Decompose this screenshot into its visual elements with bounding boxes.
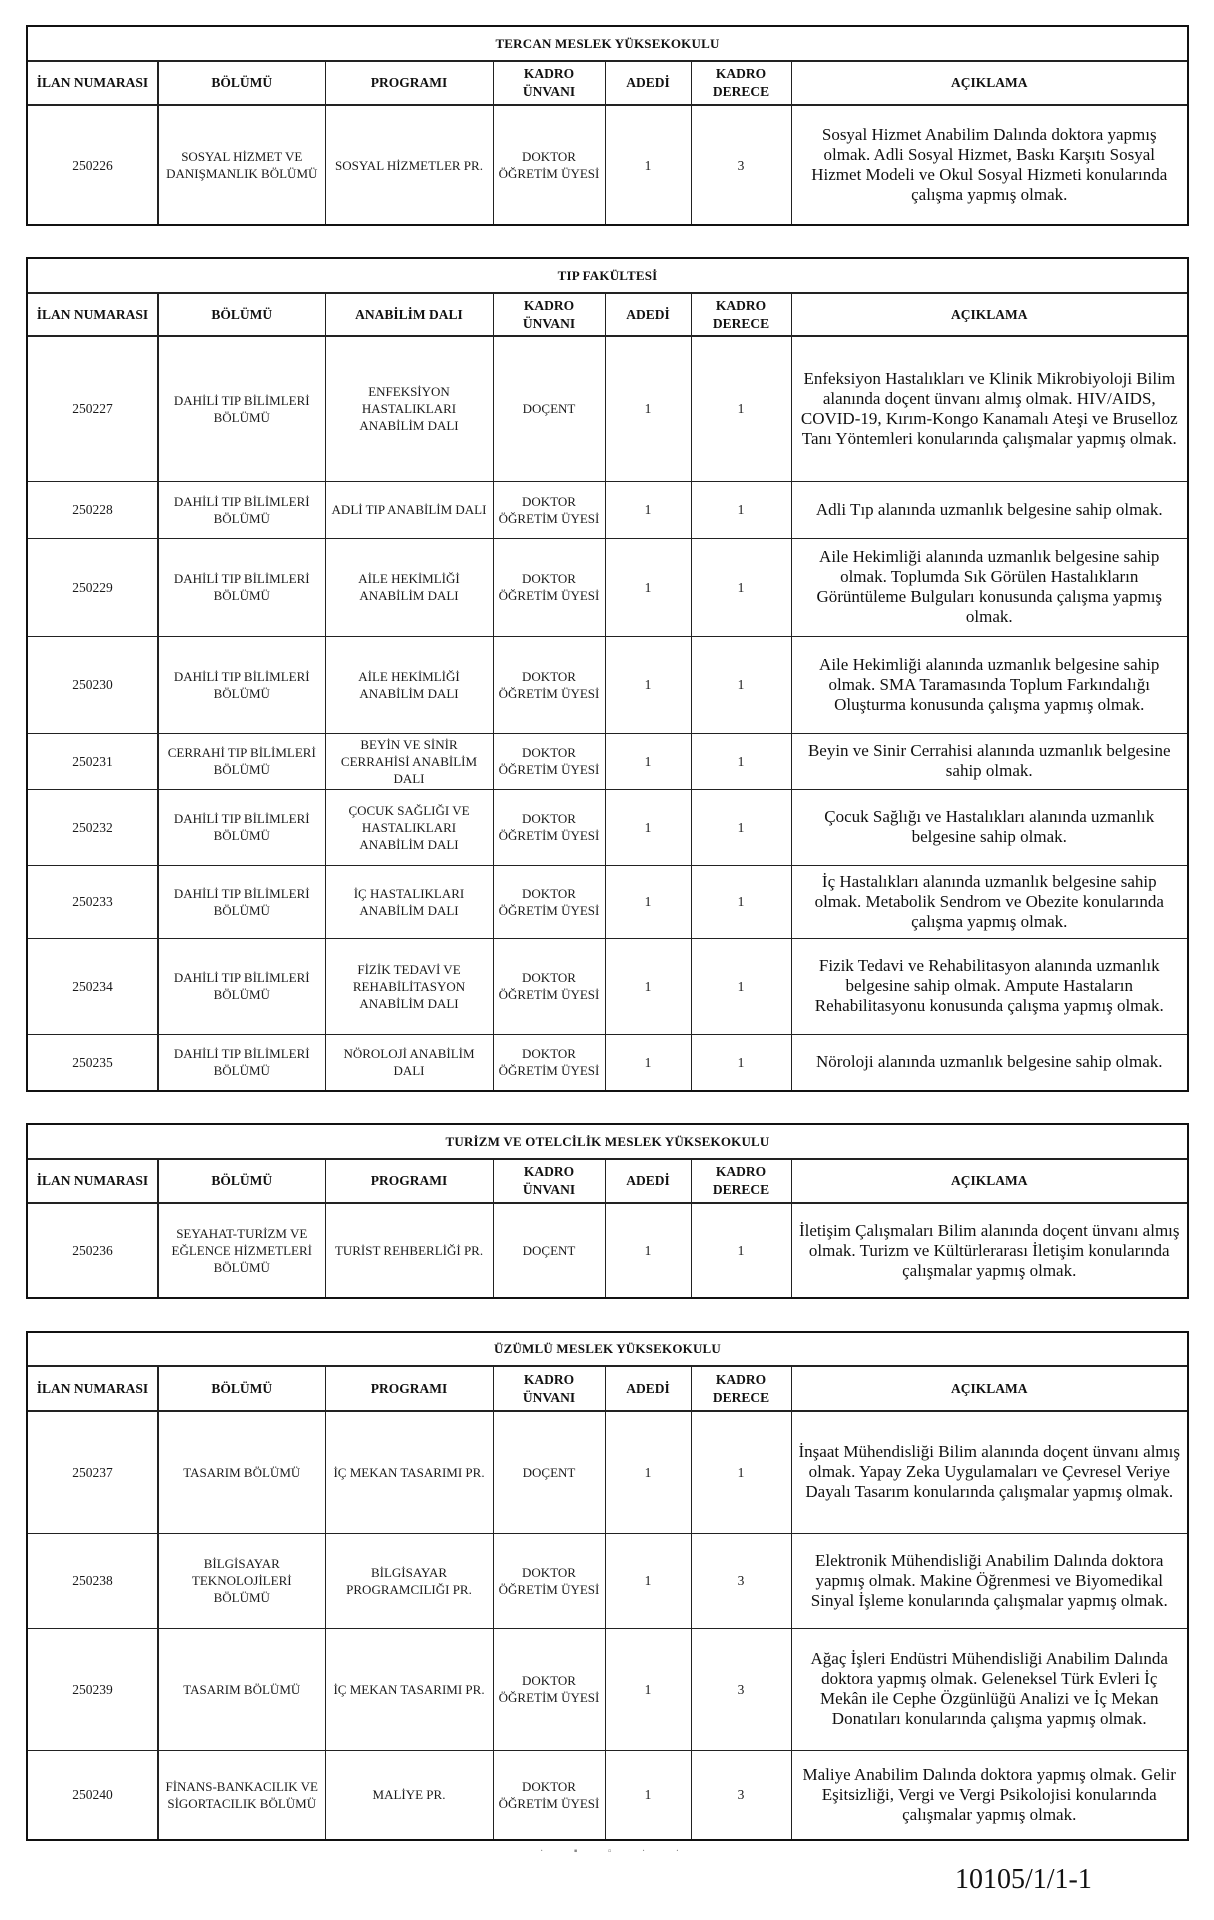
table-row xyxy=(28,481,1187,538)
col-header-derece: KADRO DERECE xyxy=(691,61,791,105)
program-cell: BİLGİSAYAR PROGRAMCILIĞI PR. xyxy=(325,1533,493,1628)
section-title: TERCAN MESLEK YÜKSEKOKULU xyxy=(28,27,1187,61)
table-row xyxy=(28,1628,1187,1750)
aciklama-cell: İç Hastalıkları alanında uzmanlık belgesine sahip olmak. Metabolik Sendrom ve Obezite konularında çalışma yapmış olmak. xyxy=(791,865,1187,938)
program-cell: İÇ MEKAN TASARIMI PR. xyxy=(325,1411,493,1533)
ilan-number-cell: 250232 xyxy=(28,789,158,865)
derece-cell: 1 xyxy=(691,789,791,865)
anabilim-dali-cell: ÇOCUK SAĞLIĞI VE HASTALIKLARI ANABİLİM DALI xyxy=(325,789,493,865)
anabilim-dali-cell: AİLE HEKİMLİĞİ ANABİLİM DALI xyxy=(325,636,493,733)
kadro-unvan-cell: DOKTOR ÖĞRETİM ÜYESİ xyxy=(493,1750,605,1839)
col-header-anabilim: ANABİLİM DALI xyxy=(325,293,493,336)
bolum-cell: BİLGİSAYAR TEKNOLOJİLERİ BÖLÜMÜ xyxy=(158,1533,325,1628)
col-header-adet: ADEDİ xyxy=(605,293,691,336)
table-row xyxy=(28,1203,1187,1297)
adet-cell: 1 xyxy=(605,865,691,938)
adet-cell: 1 xyxy=(605,1411,691,1533)
col-header-bolum: BÖLÜMÜ xyxy=(158,293,325,336)
adet-cell: 1 xyxy=(605,1750,691,1839)
anabilim-dali-cell: NÖROLOJİ ANABİLİM DALI xyxy=(325,1034,493,1090)
adet-cell: 1 xyxy=(605,1203,691,1297)
table-row xyxy=(28,1034,1187,1090)
adet-cell: 1 xyxy=(605,481,691,538)
bolum-cell: DAHİLİ TIP BİLİMLERİ BÖLÜMÜ xyxy=(158,481,325,538)
col-header-unvan: KADRO ÜNVANI xyxy=(493,1159,605,1203)
aciklama-cell: Aile Hekimliği alanında uzmanlık belgesine sahip olmak. Toplumda Sık Görülen Hastalıkların Görüntüleme Bulguları konusunda çalışma yapmış olmak. xyxy=(791,538,1187,636)
col-header-unvan: KADRO ÜNVANI xyxy=(493,61,605,105)
section-title: TURİZM VE OTELCİLİK MESLEK YÜKSEKOKULU xyxy=(28,1125,1187,1159)
section-uzumlu xyxy=(26,1331,1189,1841)
table-row xyxy=(28,105,1187,224)
col-header-bolum: BÖLÜMÜ xyxy=(158,1159,325,1203)
section-title: ÜZÜMLÜ MESLEK YÜKSEKOKULU xyxy=(28,1333,1187,1366)
anabilim-dali-cell: ENFEKSİYON HASTALIKLARI ANABİLİM DALI xyxy=(325,336,493,481)
aciklama-cell: Maliye Anabilim Dalında doktora yapmış olmak. Gelir Eşitsizliği, Vergi ve Vergi Psikolojisi konularında çalışmalar yapmış olmak. xyxy=(791,1750,1187,1839)
aciklama-cell: Elektronik Mühendisliği Anabilim Dalında doktora yapmış olmak. Makine Öğrenmesi ve Biyomedikal Sinyal İşleme konularında çalışmalar yapmış olmak. xyxy=(791,1533,1187,1628)
aciklama-cell: İletişim Çalışmaları Bilim alanında doçent ünvanı almış olmak. Turizm ve Kültürlerarası İletişim konularında çalışmalar yapmış olmak. xyxy=(791,1203,1187,1297)
bolum-cell: SEYAHAT-TURİZM VE EĞLENCE HİZMETLERİ BÖLÜMÜ xyxy=(158,1203,325,1297)
col-header-program: PROGRAMI xyxy=(325,61,493,105)
adet-cell: 1 xyxy=(605,1034,691,1090)
aciklama-cell: Aile Hekimliği alanında uzmanlık belgesine sahip olmak. SMA Taramasında Toplum Farkındalığı Oluşturma konusunda çalışma yapmış olmak. xyxy=(791,636,1187,733)
anabilim-dali-cell: FİZİK TEDAVİ VE REHABİLİTASYON ANABİLİM DALI xyxy=(325,938,493,1034)
bolum-cell: SOSYAL HİZMET VE DANIŞMANLIK BÖLÜMÜ xyxy=(158,105,325,224)
col-header-ilan: İLAN NUMARASI xyxy=(28,293,158,336)
col-header-aciklama: AÇIKLAMA xyxy=(791,1159,1187,1203)
table-row xyxy=(28,1411,1187,1533)
table-row xyxy=(28,938,1187,1034)
bolum-cell: CERRAHİ TIP BİLİMLERİ BÖLÜMÜ xyxy=(158,733,325,789)
bolum-cell: DAHİLİ TIP BİLİMLERİ BÖLÜMÜ xyxy=(158,336,325,481)
program-cell: SOSYAL HİZMETLER PR. xyxy=(325,105,493,224)
adet-cell: 1 xyxy=(605,538,691,636)
bolum-cell: DAHİLİ TIP BİLİMLERİ BÖLÜMÜ xyxy=(158,865,325,938)
table-row xyxy=(28,538,1187,636)
anabilim-dali-cell: BEYİN VE SİNİR CERRAHİSİ ANABİLİM DALI xyxy=(325,733,493,789)
col-header-bolum: BÖLÜMÜ xyxy=(158,1366,325,1411)
col-header-adet: ADEDİ xyxy=(605,1159,691,1203)
anabilim-dali-cell: ADLİ TIP ANABİLİM DALI xyxy=(325,481,493,538)
adet-cell: 1 xyxy=(605,105,691,224)
anabilim-dali-cell: İÇ HASTALIKLARI ANABİLİM DALI xyxy=(325,865,493,938)
scan-specks: · ▪ ▫ · · xyxy=(540,1846,694,1857)
kadro-unvan-cell: DOKTOR ÖĞRETİM ÜYESİ xyxy=(493,636,605,733)
aciklama-cell: Ağaç İşleri Endüstri Mühendisliği Anabilim Dalında doktora yapmış olmak. Geleneksel Türk Evleri İç Mekân ile Cephe Özgünlüğü Analizi ve İç Mekan Donatıları konularında çalışma yapmış olmak. xyxy=(791,1628,1187,1750)
derece-cell: 1 xyxy=(691,1203,791,1297)
kadro-unvan-cell: DOÇENT xyxy=(493,1411,605,1533)
derece-cell: 1 xyxy=(691,733,791,789)
kadro-unvan-cell: DOKTOR ÖĞRETİM ÜYESİ xyxy=(493,733,605,789)
kadro-unvan-cell: DOKTOR ÖĞRETİM ÜYESİ xyxy=(493,481,605,538)
section-title: TIP FAKÜLTESİ xyxy=(28,259,1187,293)
ilan-number-cell: 250238 xyxy=(28,1533,158,1628)
derece-cell: 1 xyxy=(691,481,791,538)
col-header-aciklama: AÇIKLAMA xyxy=(791,61,1187,105)
adet-cell: 1 xyxy=(605,1628,691,1750)
program-cell: İÇ MEKAN TASARIMI PR. xyxy=(325,1628,493,1750)
col-header-adet: ADEDİ xyxy=(605,61,691,105)
kadro-unvan-cell: DOKTOR ÖĞRETİM ÜYESİ xyxy=(493,1034,605,1090)
kadro-unvan-cell: DOKTOR ÖĞRETİM ÜYESİ xyxy=(493,938,605,1034)
kadro-unvan-cell: DOÇENT xyxy=(493,336,605,481)
col-header-unvan: KADRO ÜNVANI xyxy=(493,293,605,336)
bolum-cell: DAHİLİ TIP BİLİMLERİ BÖLÜMÜ xyxy=(158,538,325,636)
col-header-ilan: İLAN NUMARASI xyxy=(28,1159,158,1203)
adet-cell: 1 xyxy=(605,636,691,733)
col-header-ilan: İLAN NUMARASI xyxy=(28,1366,158,1411)
ilan-number-cell: 250239 xyxy=(28,1628,158,1750)
ilan-number-cell: 250228 xyxy=(28,481,158,538)
ilan-number-cell: 250233 xyxy=(28,865,158,938)
col-header-bolum: BÖLÜMÜ xyxy=(158,61,325,105)
section-tip-fakultesi xyxy=(26,257,1189,1092)
ilan-number-cell: 250227 xyxy=(28,336,158,481)
ilan-number-cell: 250234 xyxy=(28,938,158,1034)
bolum-cell: FİNANS-BANKACILIK VE SİGORTACILIK BÖLÜMÜ xyxy=(158,1750,325,1839)
aciklama-cell: İnşaat Mühendisliği Bilim alanında doçent ünvanı almış olmak. Yapay Zeka Uygulamaları ve Çevresel Veriye Dayalı Tasarım konularında çalışmalar yapmış olmak. xyxy=(791,1411,1187,1533)
kadro-unvan-cell: DOKTOR ÖĞRETİM ÜYESİ xyxy=(493,865,605,938)
derece-cell: 1 xyxy=(691,1411,791,1533)
table-row xyxy=(28,789,1187,865)
bolum-cell: TASARIM BÖLÜMÜ xyxy=(158,1411,325,1533)
table-row xyxy=(28,733,1187,789)
ilan-number-cell: 250236 xyxy=(28,1203,158,1297)
derece-cell: 1 xyxy=(691,865,791,938)
program-cell: TURİST REHBERLİĞİ PR. xyxy=(325,1203,493,1297)
derece-cell: 1 xyxy=(691,636,791,733)
bolum-cell: DAHİLİ TIP BİLİMLERİ BÖLÜMÜ xyxy=(158,938,325,1034)
ilan-number-cell: 250226 xyxy=(28,105,158,224)
derece-cell: 1 xyxy=(691,538,791,636)
announcement-table xyxy=(28,27,1187,224)
aciklama-cell: Adli Tıp alanında uzmanlık belgesine sahip olmak. xyxy=(791,481,1187,538)
col-header-derece: KADRO DERECE xyxy=(691,1159,791,1203)
section-tercan xyxy=(26,25,1189,226)
bolum-cell: TASARIM BÖLÜMÜ xyxy=(158,1628,325,1750)
col-header-aciklama: AÇIKLAMA xyxy=(791,293,1187,336)
document-code: 10105/1/1-1 xyxy=(955,1864,1092,1895)
col-header-aciklama: AÇIKLAMA xyxy=(791,1366,1187,1411)
section-turizm xyxy=(26,1123,1189,1299)
table-row xyxy=(28,1533,1187,1628)
table-row xyxy=(28,865,1187,938)
adet-cell: 1 xyxy=(605,1533,691,1628)
ilan-number-cell: 250240 xyxy=(28,1750,158,1839)
col-header-unvan: KADRO ÜNVANI xyxy=(493,1366,605,1411)
derece-cell: 3 xyxy=(691,1750,791,1839)
col-header-ilan: İLAN NUMARASI xyxy=(28,61,158,105)
aciklama-cell: Çocuk Sağlığı ve Hastalıkları alanında uzmanlık belgesine sahip olmak. xyxy=(791,789,1187,865)
ilan-number-cell: 250231 xyxy=(28,733,158,789)
col-header-program: PROGRAMI xyxy=(325,1366,493,1411)
derece-cell: 1 xyxy=(691,938,791,1034)
adet-cell: 1 xyxy=(605,733,691,789)
ilan-number-cell: 250229 xyxy=(28,538,158,636)
anabilim-dali-cell: AİLE HEKİMLİĞİ ANABİLİM DALI xyxy=(325,538,493,636)
bolum-cell: DAHİLİ TIP BİLİMLERİ BÖLÜMÜ xyxy=(158,789,325,865)
kadro-unvan-cell: DOKTOR ÖĞRETİM ÜYESİ xyxy=(493,789,605,865)
adet-cell: 1 xyxy=(605,938,691,1034)
derece-cell: 3 xyxy=(691,105,791,224)
announcement-table xyxy=(28,1125,1187,1297)
kadro-unvan-cell: DOKTOR ÖĞRETİM ÜYESİ xyxy=(493,1533,605,1628)
announcement-table xyxy=(28,259,1187,1090)
aciklama-cell: Beyin ve Sinir Cerrahisi alanında uzmanlık belgesine sahip olmak. xyxy=(791,733,1187,789)
program-cell: MALİYE PR. xyxy=(325,1750,493,1839)
aciklama-cell: Fizik Tedavi ve Rehabilitasyon alanında uzmanlık belgesine sahip olmak. Ampute Hastaların Rehabilitasyonu konusunda çalışma yapmış olmak. xyxy=(791,938,1187,1034)
kadro-unvan-cell: DOKTOR ÖĞRETİM ÜYESİ xyxy=(493,1628,605,1750)
bolum-cell: DAHİLİ TIP BİLİMLERİ BÖLÜMÜ xyxy=(158,1034,325,1090)
kadro-unvan-cell: DOKTOR ÖĞRETİM ÜYESİ xyxy=(493,105,605,224)
derece-cell: 3 xyxy=(691,1533,791,1628)
aciklama-cell: Nöroloji alanında uzmanlık belgesine sahip olmak. xyxy=(791,1034,1187,1090)
table-row xyxy=(28,1750,1187,1839)
col-header-derece: KADRO DERECE xyxy=(691,293,791,336)
col-header-derece: KADRO DERECE xyxy=(691,1366,791,1411)
kadro-unvan-cell: DOKTOR ÖĞRETİM ÜYESİ xyxy=(493,538,605,636)
kadro-unvan-cell: DOÇENT xyxy=(493,1203,605,1297)
adet-cell: 1 xyxy=(605,789,691,865)
table-row xyxy=(28,636,1187,733)
derece-cell: 1 xyxy=(691,1034,791,1090)
bolum-cell: DAHİLİ TIP BİLİMLERİ BÖLÜMÜ xyxy=(158,636,325,733)
aciklama-cell: Enfeksiyon Hastalıkları ve Klinik Mikrobiyoloji Bilim alanında doçent ünvanı almış olmak. HIV/AIDS, COVID-19, Kırım-Kongo Kanamalı Ateşi ve Bruselloz Tanı Yöntemleri konularında çalışmalar yapmış olmak. xyxy=(791,336,1187,481)
adet-cell: 1 xyxy=(605,336,691,481)
announcement-table xyxy=(28,1333,1187,1839)
derece-cell: 1 xyxy=(691,336,791,481)
aciklama-cell: Sosyal Hizmet Anabilim Dalında doktora yapmış olmak. Adli Sosyal Hizmet, Baskı Karşıtı Sosyal Hizmet Modeli ve Okul Sosyal Hizmeti konularında çalışma yapmış olmak. xyxy=(791,105,1187,224)
ilan-number-cell: 250230 xyxy=(28,636,158,733)
ilan-number-cell: 250235 xyxy=(28,1034,158,1090)
table-row xyxy=(28,336,1187,481)
col-header-program: PROGRAMI xyxy=(325,1159,493,1203)
derece-cell: 3 xyxy=(691,1628,791,1750)
ilan-number-cell: 250237 xyxy=(28,1411,158,1533)
col-header-adet: ADEDİ xyxy=(605,1366,691,1411)
